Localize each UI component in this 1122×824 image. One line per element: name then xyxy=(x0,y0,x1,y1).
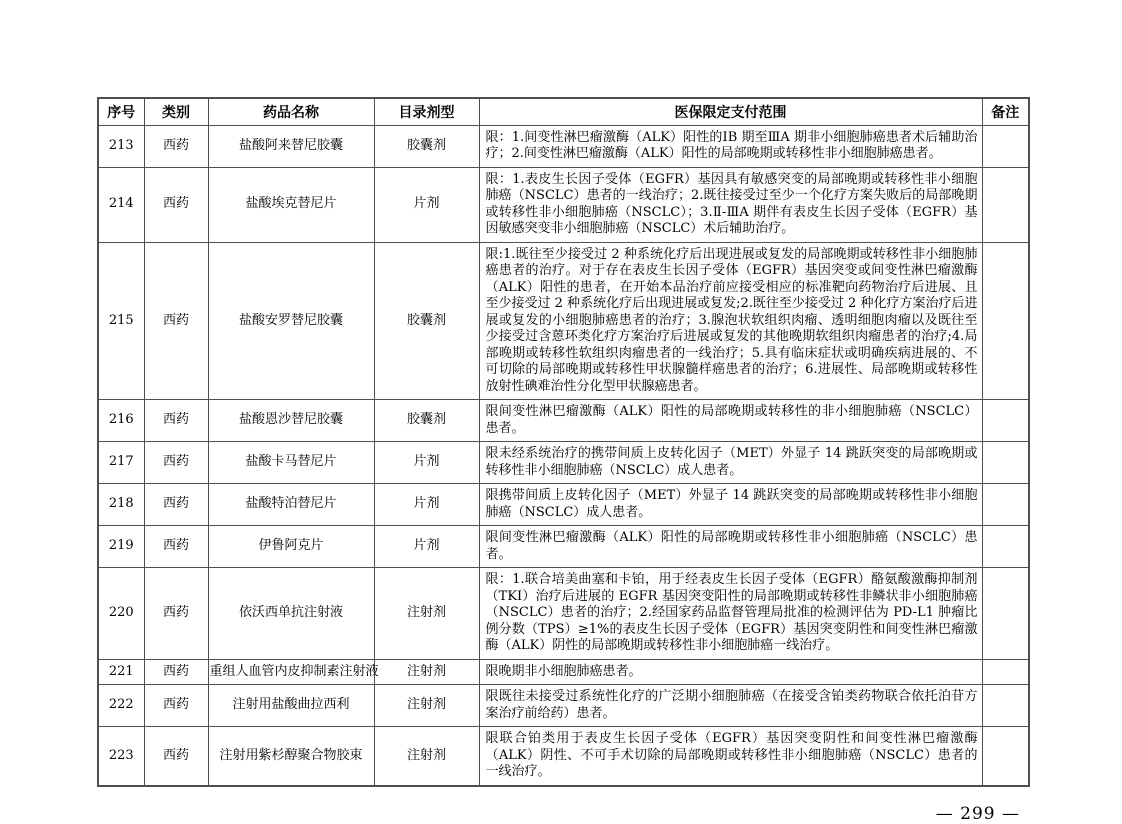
cell-dosage-form: 片剂 xyxy=(374,484,479,526)
cell-remark xyxy=(982,526,1029,568)
cell-index: 222 xyxy=(98,685,144,727)
cell-payment-scope: 限既往未接受过系统性化疗的广泛期小细胞肺癌（在接受含铂类药物联合依托泊苷方案治疗前给药）患者。 xyxy=(479,685,982,727)
cell-index: 217 xyxy=(98,442,144,484)
col-header-remark: 备注 xyxy=(982,98,1029,125)
cell-drug-name: 盐酸特泊替尼片 xyxy=(208,484,374,526)
cell-index: 220 xyxy=(98,568,144,660)
col-header-dosage-form: 目录剂型 xyxy=(374,98,479,125)
cell-category: 西药 xyxy=(144,125,208,167)
cell-index: 216 xyxy=(98,400,144,442)
cell-index: 213 xyxy=(98,125,144,167)
table-row xyxy=(98,727,1029,786)
table-row xyxy=(98,167,1029,242)
col-header-category: 类别 xyxy=(144,98,208,125)
cell-remark xyxy=(982,400,1029,442)
cell-category: 西药 xyxy=(144,242,208,400)
col-header-drug-name: 药品名称 xyxy=(208,98,374,125)
cell-payment-scope: 限携带间质上皮转化因子（MET）外显子 14 跳跃突变的局部晚期或转移性非小细胞肺癌（NSCLC）成人患者。 xyxy=(479,484,982,526)
cell-index: 223 xyxy=(98,727,144,786)
cell-payment-scope: 限:1.既往至少接受过 2 种系统化疗后出现进展或复发的局部晚期或转移性非小细胞肺癌患者的治疗。对于存在表皮生长因子受体（EGFR）基因突变或间变性淋巴瘤激酶（ALK）阳性的患者，在开始本品治疗前应接受相应的标准靶向药物治疗后进展、且至少接受过 2 种系统化疗后出现进展或复发;2.既往至少接受过 2 种化疗方案治疗后进展或复发的小细胞肺癌患者的治疗；3.腺泡状软组织肉瘤、透明细胞肉瘤以及既往至少接受过含蒽环类化疗方案治疗后进展或复发的其他晚期软组织肉瘤患者的治疗;4.局部晚期或转移性软组织肉瘤患者的一线治疗；5.具有临床症状或明确疾病进展的、不可切除的局部晚期或转移性甲状腺髓样癌患者的治疗；6.进展性、局部晚期或转移性放射性碘难治性分化型甲状腺癌患者。 xyxy=(479,242,982,400)
cell-remark xyxy=(982,242,1029,400)
cell-drug-name: 伊鲁阿克片 xyxy=(208,526,374,568)
cell-remark xyxy=(982,125,1029,167)
cell-drug-name: 注射用紫杉醇聚合物胶束 xyxy=(208,727,374,786)
page-number: — 299 — xyxy=(935,803,1020,824)
cell-remark xyxy=(982,568,1029,660)
cell-drug-name: 盐酸恩沙替尼胶囊 xyxy=(208,400,374,442)
cell-payment-scope: 限未经系统治疗的携带间质上皮转化因子（MET）外显子 14 跳跃突变的局部晚期或转移性非小细胞肺癌（NSCLC）成人患者。 xyxy=(479,442,982,484)
table-row xyxy=(98,659,1029,685)
cell-drug-name: 依沃西单抗注射液 xyxy=(208,568,374,660)
cell-index: 214 xyxy=(98,167,144,242)
cell-remark xyxy=(982,484,1029,526)
cell-drug-name: 盐酸阿来替尼胶囊 xyxy=(208,125,374,167)
cell-drug-name: 重组人血管内皮抑制素注射液 xyxy=(208,659,374,685)
cell-dosage-form: 胶囊剂 xyxy=(374,400,479,442)
table-row xyxy=(98,400,1029,442)
cell-dosage-form: 注射剂 xyxy=(374,659,479,685)
cell-category: 西药 xyxy=(144,526,208,568)
table-row xyxy=(98,242,1029,400)
cell-dosage-form: 片剂 xyxy=(374,526,479,568)
cell-dosage-form: 注射剂 xyxy=(374,685,479,727)
cell-category: 西药 xyxy=(144,727,208,786)
table-row xyxy=(98,484,1029,526)
cell-drug-name: 盐酸埃克替尼片 xyxy=(208,167,374,242)
cell-category: 西药 xyxy=(144,167,208,242)
table-row xyxy=(98,442,1029,484)
cell-dosage-form: 胶囊剂 xyxy=(374,125,479,167)
cell-remark xyxy=(982,167,1029,242)
cell-drug-name: 盐酸卡马替尼片 xyxy=(208,442,374,484)
cell-index: 218 xyxy=(98,484,144,526)
cell-category: 西药 xyxy=(144,484,208,526)
cell-payment-scope: 限：1.联合培美曲塞和卡铂，用于经表皮生长因子受体（EGFR）酪氨酸激酶抑制剂（TKI）治疗后进展的 EGFR 基因突变阳性的局部晚期或转移性非鳞状非小细胞肺癌（NSCLC）患者的治疗；2.经国家药品监督管理局批准的检测评估为 PD-L1 肿瘤比例分数（TPS）≥1%的表皮生长因子受体（EGFR）基因突变阴性和间变性淋巴瘤激酶（ALK）阴性的局部晚期或转移性非小细胞肺癌一线治疗。 xyxy=(479,568,982,660)
cell-dosage-form: 注射剂 xyxy=(374,568,479,660)
cell-dosage-form: 注射剂 xyxy=(374,727,479,786)
cell-dosage-form: 片剂 xyxy=(374,167,479,242)
col-header-payment-scope: 医保限定支付范围 xyxy=(479,98,982,125)
cell-payment-scope: 限联合铂类用于表皮生长因子受体（EGFR）基因突变阴性和间变性淋巴瘤激酶（ALK）阴性、不可手术切除的局部晚期或转移性非小细胞肺癌（NSCLC）患者的一线治疗。 xyxy=(479,727,982,786)
drug-table-body xyxy=(98,125,1029,786)
cell-index: 219 xyxy=(98,526,144,568)
drug-reimbursement-table xyxy=(97,97,1030,787)
cell-remark xyxy=(982,685,1029,727)
cell-index: 215 xyxy=(98,242,144,400)
cell-payment-scope: 限：1.表皮生长因子受体（EGFR）基因具有敏感突变的局部晚期或转移性非小细胞肺癌（NSCLC）患者的一线治疗；2.既往接受过至少一个化疗方案失败后的局部晚期或转移性非小细胞肺癌（NSCLC）；3.Ⅱ-ⅢA 期伴有表皮生长因子受体（EGFR）基因敏感突变非小细胞肺癌（NSCLC）术后辅助治疗。 xyxy=(479,167,982,242)
cell-payment-scope: 限：1.间变性淋巴瘤激酶（ALK）阳性的ⅠB 期至ⅢA 期非小细胞肺癌患者术后辅助治疗；2.间变性淋巴瘤激酶（ALK）阳性的局部晚期或转移性非小细胞肺癌患者。 xyxy=(479,125,982,167)
cell-payment-scope: 限间变性淋巴瘤激酶（ALK）阳性的局部晚期或转移性非小细胞肺癌（NSCLC）患者。 xyxy=(479,526,982,568)
cell-category: 西药 xyxy=(144,400,208,442)
cell-payment-scope: 限间变性淋巴瘤激酶（ALK）阳性的局部晚期或转移性的非小细胞肺癌（NSCLC）患者。 xyxy=(479,400,982,442)
table-row xyxy=(98,526,1029,568)
cell-category: 西药 xyxy=(144,442,208,484)
cell-category: 西药 xyxy=(144,568,208,660)
cell-index: 221 xyxy=(98,659,144,685)
table-row xyxy=(98,568,1029,660)
table-row xyxy=(98,125,1029,167)
cell-dosage-form: 胶囊剂 xyxy=(374,242,479,400)
cell-remark xyxy=(982,442,1029,484)
cell-payment-scope: 限晚期非小细胞肺癌患者。 xyxy=(479,659,982,685)
table-row xyxy=(98,685,1029,727)
cell-drug-name: 盐酸安罗替尼胶囊 xyxy=(208,242,374,400)
cell-dosage-form: 片剂 xyxy=(374,442,479,484)
cell-remark xyxy=(982,727,1029,786)
cell-drug-name: 注射用盐酸曲拉西利 xyxy=(208,685,374,727)
col-header-index: 序号 xyxy=(98,98,144,125)
cell-remark xyxy=(982,659,1029,685)
cell-category: 西药 xyxy=(144,659,208,685)
cell-category: 西药 xyxy=(144,685,208,727)
table-header-row xyxy=(98,98,1029,125)
